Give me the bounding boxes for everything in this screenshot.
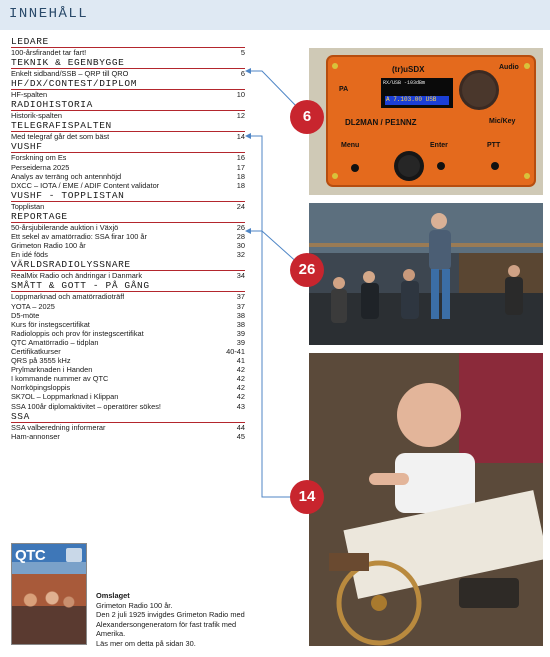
section-heading: VUSHF: [11, 141, 245, 153]
toc-entry[interactable]: [11, 90, 245, 99]
section-heading: REPORTAGE: [11, 211, 245, 223]
cover-caption-line: Den 2 juli 1925 invigdes Grimeton Radio med: [96, 610, 245, 620]
toc-entry-page: 14: [236, 132, 245, 142]
cover-caption: [96, 591, 296, 649]
toc-entry-title: Perseiderna 2025: [11, 162, 70, 172]
toc-entry[interactable]: [11, 365, 245, 374]
toc-entry-page: 16: [236, 153, 245, 163]
toc-entry-page: 42: [236, 365, 245, 375]
leader-arrow-26: [245, 228, 251, 234]
toc-entry-page: 42: [236, 392, 245, 402]
photo-auction-event: [309, 203, 543, 345]
toc-entry-title: SK7OL – Loppmarknad i Klippan: [11, 392, 119, 402]
toc-entry-title: Ham-annonser: [11, 431, 60, 441]
toc-entry[interactable]: [11, 432, 245, 441]
toc-entry[interactable]: [11, 292, 245, 301]
toc-entry-title: Ett sekel av amatörradio: SSA firar 100 år: [11, 232, 147, 242]
toc-entry-title: Radioloppis och prov för instegscertifikat: [11, 328, 144, 338]
toc-entry-page: 12: [236, 111, 245, 121]
toc-entry[interactable]: [11, 402, 245, 411]
cover-caption-line: Alexandersongeneratorn för fast trafik med: [96, 619, 237, 629]
toc-entry[interactable]: [11, 383, 245, 392]
toc-entry-page: 30: [236, 241, 245, 251]
toc-entry-title: Enkelt sidband/SSB – QRP till QRO: [11, 69, 129, 79]
toc-entry-page: 34: [236, 271, 245, 281]
cover-caption-line: Läs mer om detta på sidan 30.: [96, 638, 196, 648]
toc-entry[interactable]: [11, 111, 245, 120]
toc-entry[interactable]: [11, 347, 245, 356]
toc-entry-page: 38: [236, 310, 245, 320]
page-badge-14: 14: [290, 480, 324, 514]
photo-telegraph-operator: [309, 353, 543, 646]
section-heading: TEKNIK & EGENBYGGE: [11, 57, 245, 69]
toc-entry[interactable]: [11, 338, 245, 347]
page-badge-6: 6: [290, 100, 324, 134]
table-of-contents: [11, 36, 245, 441]
device-label-pa: PA: [339, 86, 349, 93]
device-label-audio: Audio: [499, 64, 519, 71]
toc-entry-title: I kommande nummer av QTC: [11, 374, 109, 384]
page-badge-26: 26: [290, 253, 324, 287]
cover-caption-title: Omslaget: [96, 591, 130, 600]
toc-entry-title: Forskning om Es: [11, 153, 67, 163]
leader-line-14: [247, 136, 292, 497]
toc-entry[interactable]: [11, 232, 245, 241]
toc-entry-page: 44: [236, 422, 245, 432]
toc-entry-page: 39: [236, 337, 245, 347]
cover-caption-line: Amerika.: [96, 629, 126, 639]
toc-entry-title: QTC Amatörradio – tidplan: [11, 337, 99, 347]
toc-entry-title: En idé föds: [11, 250, 48, 260]
toc-entry[interactable]: [11, 392, 245, 401]
toc-entry-title: YOTA – 2025: [11, 301, 55, 311]
toc-entry[interactable]: [11, 250, 245, 259]
toc-entry-page: 32: [236, 250, 245, 260]
toc-entry-page: 43: [236, 401, 245, 411]
toc-entry[interactable]: [11, 320, 245, 329]
device-label-menu: Menu: [341, 142, 360, 149]
toc-entry-page: 39: [236, 328, 245, 338]
toc-entry-title: D5-möte: [11, 310, 40, 320]
toc-entry[interactable]: [11, 163, 245, 172]
toc-entry-title: Topplistan: [11, 201, 45, 211]
photo-radio-device: [309, 48, 543, 195]
section-heading: VÄRLDSRADIOLYSSNARE: [11, 259, 245, 271]
leader-arrow-14: [245, 133, 251, 139]
toc-entry-page: 26: [236, 222, 245, 232]
toc-entry-page: 18: [236, 171, 245, 181]
toc-entry-title: Kurs för instegscertifikat: [11, 319, 90, 329]
device-brand-label: (tr)uSDX: [392, 65, 425, 74]
toc-entry-title: 100-årsfirandet tar fart!: [11, 48, 87, 57]
toc-entry[interactable]: [11, 374, 245, 383]
section-heading: SSA: [11, 411, 245, 423]
toc-entry-title: Analys av terräng och antennhöjd: [11, 171, 122, 181]
toc-entry[interactable]: [11, 132, 245, 141]
toc-entry[interactable]: [11, 223, 245, 232]
telegraph-illustration: [309, 353, 543, 646]
device-label-mickey: Mic/Key: [489, 118, 516, 125]
section-heading: SMÅTT & GOTT - PÅ GÅNG: [11, 280, 245, 292]
toc-entry-title: RealMix Radio och ändringar i Danmark: [11, 271, 143, 281]
leader-line-6: [247, 71, 300, 110]
cover-thumbnail: [11, 543, 87, 645]
toc-entry-page: 17: [236, 162, 245, 172]
toc-entry-page: 5: [240, 48, 245, 57]
device-display-line1: RX/USB -103dBm: [383, 80, 426, 86]
toc-entry[interactable]: [11, 302, 245, 311]
section-heading: HF/DX/CONTEST/DIPLOM: [11, 78, 245, 90]
toc-entry-page: 45: [236, 431, 245, 441]
toc-entry[interactable]: [11, 48, 245, 57]
page-title: INNEHÅLL: [9, 6, 89, 22]
device-callsigns: DL2MAN / PE1NNZ: [345, 118, 417, 127]
toc-entry-page: 41: [236, 356, 245, 366]
cover-caption-line: Grimeton Radio 100 år.: [96, 600, 173, 610]
toc-entry-page: 28: [236, 232, 245, 242]
toc-entry-page: 38: [236, 319, 245, 329]
toc-entry-title: Grimeton Radio 100 år: [11, 241, 86, 251]
cover-logo: QTC: [15, 547, 46, 564]
section-heading: RADIOHISTORIA: [11, 99, 245, 111]
device-label-ptt: PTT: [487, 142, 501, 149]
device-label-enter: Enter: [430, 142, 448, 149]
toc-entry[interactable]: [11, 153, 245, 162]
section-heading: VUSHF - TOPPLISTAN: [11, 190, 245, 202]
toc-entry-title: HF-spalten: [11, 90, 48, 100]
toc-entry-title: Med telegraf går det som bäst: [11, 132, 110, 142]
toc-entry-page: 37: [236, 301, 245, 311]
page-header: [0, 0, 550, 30]
toc-entry[interactable]: [11, 356, 245, 365]
toc-entry[interactable]: [11, 329, 245, 338]
toc-entry[interactable]: [11, 172, 245, 181]
toc-entry[interactable]: [11, 181, 245, 190]
toc-entry-title: Historik-spalten: [11, 111, 62, 121]
toc-entry[interactable]: [11, 311, 245, 320]
toc-entry-page: 42: [236, 383, 245, 393]
toc-entry-page: 6: [240, 69, 245, 79]
toc-entry-title: DXCC – IOTA / EME / ADIF Content validator: [11, 180, 160, 190]
toc-entry-title: SSA valberedning informerar: [11, 422, 106, 432]
toc-entry[interactable]: [11, 423, 245, 432]
cover-photo: [18, 584, 80, 624]
toc-entry-page: 18: [236, 180, 245, 190]
toc-entry-page: 24: [236, 201, 245, 211]
toc-entry-title: SSA 100år diplomaktivitet – operatörer sökes!: [11, 401, 161, 411]
toc-entry-page: 37: [236, 292, 245, 302]
auction-illustration: [309, 203, 543, 345]
toc-entry[interactable]: [11, 202, 245, 211]
toc-entry-title: Prylmarknaden i Handen: [11, 365, 93, 375]
cover-badge-icon: [66, 548, 82, 562]
toc-entry[interactable]: [11, 241, 245, 250]
toc-entry-title: Certifikatkurser: [11, 346, 61, 356]
toc-entry[interactable]: [11, 271, 245, 280]
toc-entry-title: Norrköpingsloppis: [11, 383, 71, 393]
toc-entry-title: Loppmarknad och amatörradioträff: [11, 292, 125, 302]
device-display-line2: A 7.103.00 USB: [386, 96, 437, 103]
toc-entry[interactable]: [11, 69, 245, 78]
section-heading: LEDARE: [11, 36, 245, 48]
toc-entry-page: 40-41: [226, 346, 245, 356]
section-heading: TELEGRAFISPALTEN: [11, 120, 245, 132]
toc-entry-page: 10: [236, 90, 245, 100]
toc-entry-title: QRS på 3555 kHz: [11, 356, 71, 366]
toc-entry-title: 50-årsjubilerande auktion i Växjö: [11, 222, 119, 232]
toc-entry-page: 42: [236, 374, 245, 384]
leader-arrow-6: [245, 68, 251, 74]
